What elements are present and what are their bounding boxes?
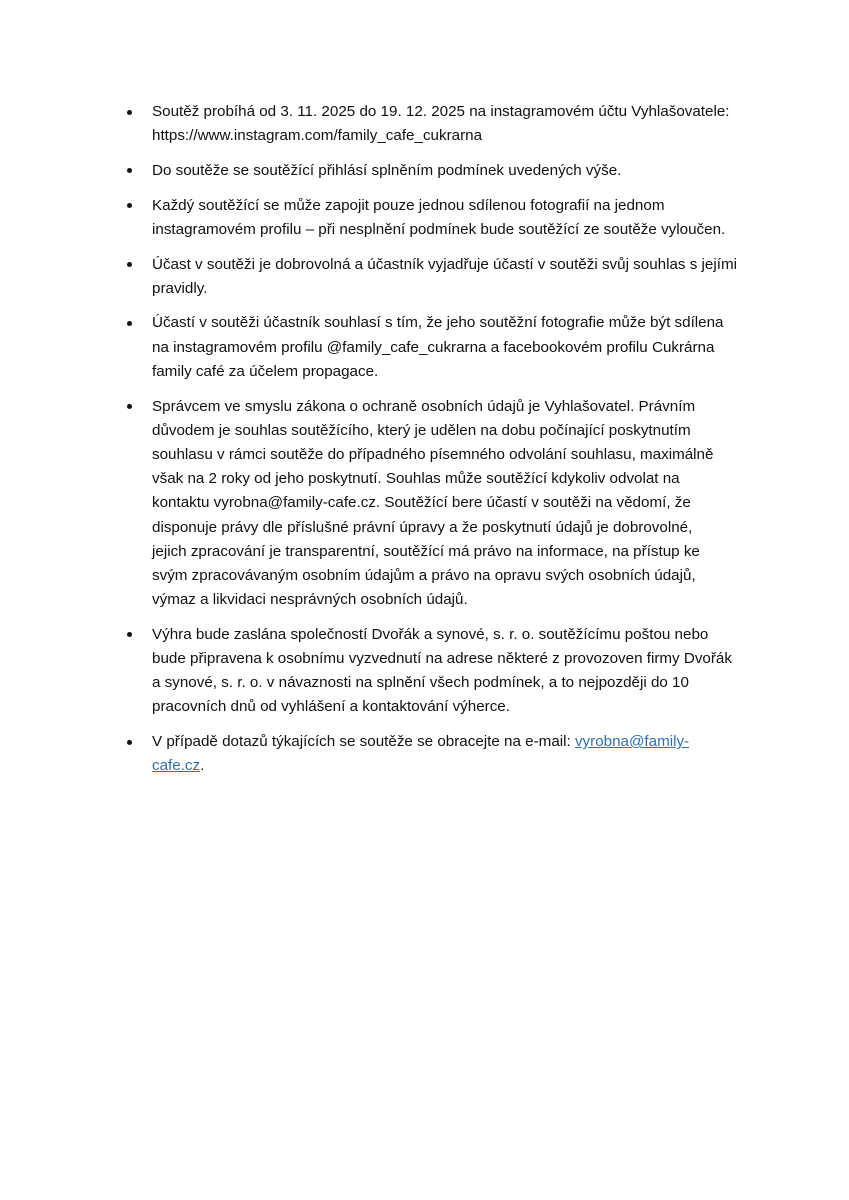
text-line: Výhra bude zaslána společností Dvořák a synové, s. r. o. soutěžícímu poštou nebo [152, 625, 709, 643]
bullet-icon [127, 321, 132, 326]
text-line: svým zpracovávaným osobním údajům a právo na opravu svých osobních údajů, [152, 566, 696, 584]
bullet-icon [127, 203, 132, 208]
list-item [127, 623, 767, 720]
text-line: kontaktu vyrobna@family-cafe.cz. Soutěžící bere účastí v soutěži na vědomí, že [152, 494, 691, 512]
text-line: disponuje právy dle příslušné právní úpravy a že poskytnutí údajů je dobrovolné, [152, 518, 693, 536]
text-line: Každý soutěžící se může zapojit pouze jednou sdílenou fotografií na jednom [152, 196, 665, 214]
text-line: Správcem ve smyslu zákona o ochraně osobních údajů je Vyhlašovatel. Právním [152, 397, 696, 415]
text-line: family café za účelem propagace. [152, 362, 379, 380]
rules-list [127, 100, 767, 789]
text-line: a synové, s. r. o. v návaznosti na splnění všech podmínek, a to nejpozději do 10 [152, 674, 689, 692]
contact-suffix: . [200, 757, 205, 775]
text-line: Účast v soutěži je dobrovolná a účastník vyjadřuje účastí v soutěži svůj souhlas s jejími [152, 255, 737, 273]
text-line: souhlasu v rámci soutěže do případného písemného odvolání souhlasu, maximálně [152, 445, 714, 463]
text-line: však na 2 roky od jeho poskytnutí. Souhlas může soutěžící kdykoliv odvolat na [152, 470, 680, 488]
contact-line [152, 730, 767, 754]
bullet-icon [127, 168, 132, 173]
text-line: Soutěž probíhá od 3. 11. 2025 do 19. 12. 2025 na instagramovém účtu Vyhlašovatele: [152, 103, 730, 120]
contact-line [152, 754, 767, 778]
text-line: Do soutěže se soutěžící přihlásí splněním podmínek uvedených výše. [152, 161, 622, 179]
email-link-continued[interactable]: cafe.cz [152, 757, 201, 775]
list-item [127, 311, 767, 384]
contact-item [127, 730, 767, 778]
text-line: pravidly. [152, 279, 208, 297]
email-link[interactable]: vyrobna@family- [574, 733, 690, 751]
list-item [127, 253, 767, 301]
text-line: pracovních dnů od vyhlášení a kontaktování výherce. [152, 698, 510, 716]
bullet-icon [127, 404, 132, 409]
text-line: jejich zpracování je transparentní, soutěžící má právo na informace, na přístup ke [152, 542, 700, 560]
bullet-icon [127, 632, 132, 637]
text-line: na instagramovém profilu @family_cafe_cukrarna a facebookovém profilu Cukrárna [152, 338, 715, 356]
bullet-icon [127, 740, 132, 745]
list-item [127, 159, 767, 183]
text-line: důvodem je souhlas soutěžícího, který je udělen na dobu počínající poskytnutím [152, 421, 691, 439]
list-item [127, 395, 767, 613]
bullet-icon [127, 110, 132, 115]
text-line: https://www.instagram.com/family_cafe_cukrarna [152, 127, 483, 145]
text-line: instagramovém profilu – při nesplnění podmínek bude soutěžící ze soutěže vyloučen. [152, 220, 726, 238]
bullet-icon [127, 262, 132, 267]
contact-prefix: V případě dotazů týkajících se soutěže se obracejte na e-mail: [152, 733, 575, 751]
text-line: výmaz a likvidaci nesprávných osobních údajů. [152, 591, 468, 609]
list-item [127, 194, 767, 242]
text-line: Účastí v soutěži účastník souhlasí s tím, že jeho soutěžní fotografie může být sdílena [152, 314, 724, 332]
text-line: bude připravena k osobnímu vyzvednutí na adrese některé z provozoven firmy Dvořák [152, 650, 732, 668]
list-item [127, 100, 767, 148]
